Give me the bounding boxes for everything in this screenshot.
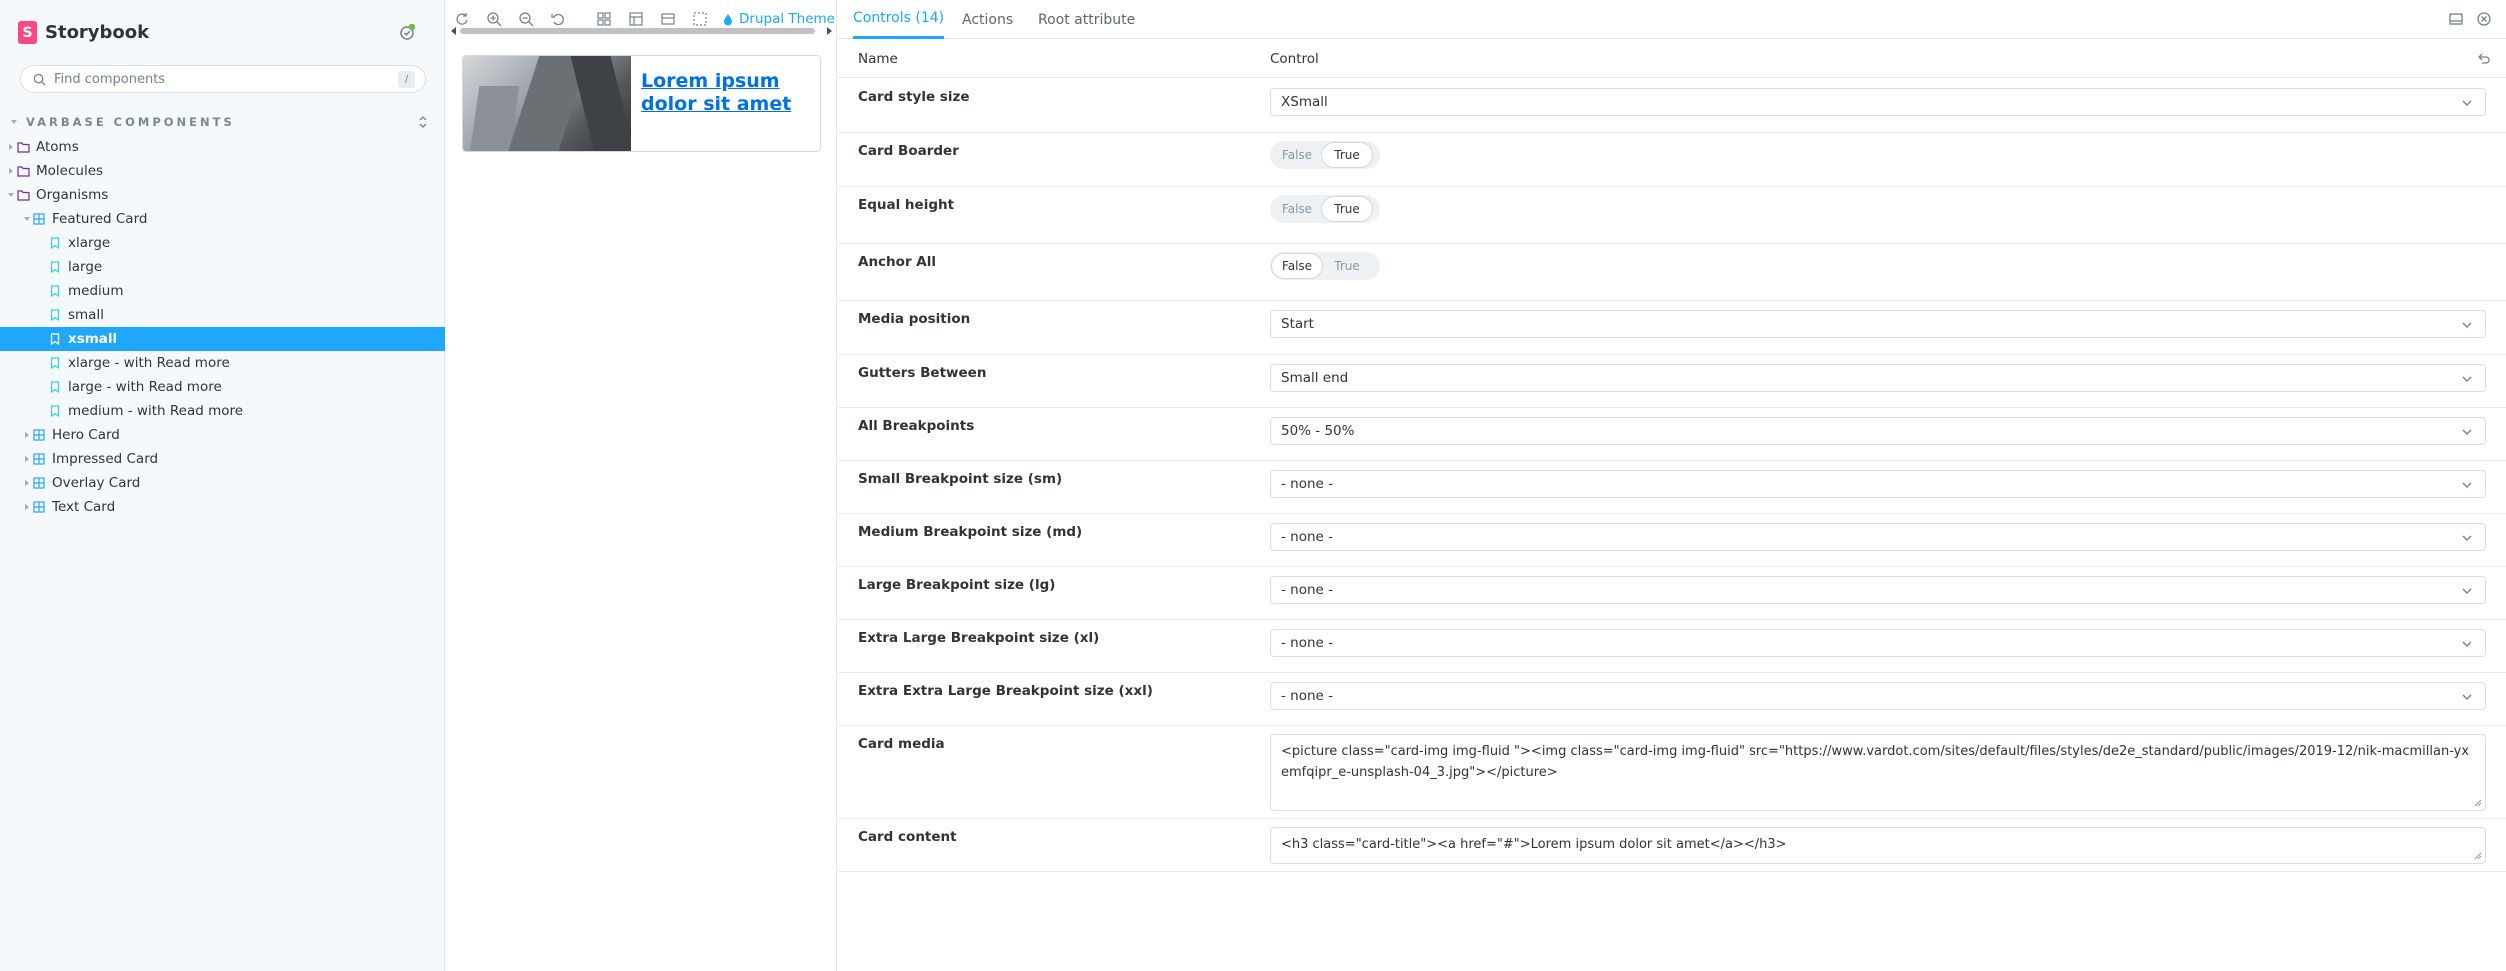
sidebar-item-featured-card[interactable] [0,207,445,231]
story-icon [48,332,62,346]
anchor-all-toggle[interactable] [1270,252,1380,280]
sidebar-item-xsmall[interactable] [0,327,445,351]
story-icon [48,356,62,370]
controls-header [838,40,2506,78]
control-label: Extra Large Breakpoint size (xl) [858,630,1100,646]
control-row-media-position [838,301,2506,355]
component-icon [32,212,46,226]
sidebar-item-organisms[interactable] [0,183,445,207]
story-icon [48,284,62,298]
zoom-reset-icon[interactable] [550,11,566,27]
control-label: Card content [858,829,957,845]
control-row-extra-large-breakpoint-size-xl [838,620,2506,673]
control-row-equal-height [838,187,2506,244]
chevron-down-icon [2461,373,2473,385]
textarea-value: <h3 class="card-title"><a href="#">Lorem ipsum dolor sit amet</a></h3> [1281,837,1787,852]
chevron-down-icon [2461,532,2473,544]
sidebar-item-medium[interactable] [0,279,445,303]
select-value: XSmall [1281,94,1328,110]
resize-grip-icon[interactable] [2474,799,2482,807]
story-icon [48,236,62,250]
chevron-down-icon [2461,426,2473,438]
story-icon [48,380,62,394]
tab-root-attribute[interactable]: Root attribute [1038,11,1136,28]
control-label: Media position [858,311,971,327]
all-breakpoints-select[interactable] [1270,417,2486,445]
section-label: VARBASE COMPONENTS [26,115,235,129]
component-icon [32,476,46,490]
sidebar-item-xlarge-with-read-more[interactable] [0,351,445,375]
sidebar-item-large-with-read-more[interactable] [0,375,445,399]
control-label: Anchor All [858,254,937,270]
select-value: - none - [1281,688,1334,704]
folder-icon [16,164,30,178]
toggle-true[interactable]: True [1322,197,1372,221]
preview-toolbar [446,0,837,38]
search-shortcut-key: / [398,71,415,88]
sidebar-item-label: Molecules [36,163,104,179]
chevron-down-icon [10,118,18,126]
chevron-right-icon [6,166,16,176]
sidebar-item-label: small [68,307,104,323]
preview-panel [446,0,837,971]
extra-large-breakpoint-size-xl-select[interactable] [1270,629,2486,657]
control-label: Large Breakpoint size (lg) [858,577,1056,593]
sidebar-item-label: medium [68,283,124,299]
large-breakpoint-size-lg-select[interactable] [1270,576,2486,604]
toggle-false[interactable]: False [1281,148,1313,162]
chevron-right-icon [22,478,32,488]
control-row-large-breakpoint-size-lg [838,567,2506,620]
search-input[interactable] [54,72,384,87]
sidebar-item-label: Text Card [52,499,116,515]
story-icon [48,260,62,274]
textarea-value: <picture class="card-img img-fluid "><img class="card-img img-fluid" src="https://www.vardot.com/sites/default/files/styles/de2e_standard/public/images/2019-12/nik-macmillan-yxemfqipr_e-unsplash-04_3.jpg"></picture> [1281,744,2470,780]
zoom-out-icon[interactable] [518,11,534,27]
chevron-right-icon [22,430,32,440]
sidebar-item-label: large - with Read more [68,379,222,395]
zoom-in-icon[interactable] [486,11,502,27]
folder-icon [16,188,30,202]
search-icon [33,73,46,86]
control-row-medium-breakpoint-size-md [838,514,2506,567]
chevron-down-icon [2461,319,2473,331]
select-value: - none - [1281,529,1334,545]
control-label: Medium Breakpoint size (md) [858,524,1083,540]
grid-icon[interactable] [596,11,612,27]
sidebar-item-label: Overlay Card [52,475,141,491]
settings-icon[interactable] [398,23,416,41]
folder-icon [16,140,30,154]
control-row-card-style-size [838,79,2506,133]
card-image [463,56,631,152]
sidebar-item-label: Organisms [36,187,109,203]
chevron-right-icon [6,142,16,152]
extra-extra-large-breakpoint-size-xxl-select[interactable] [1270,682,2486,710]
expand-all-icon[interactable] [416,115,430,129]
select-value: Small end [1281,370,1349,386]
control-label: All Breakpoints [858,418,975,434]
chevron-down-icon [6,190,16,200]
medium-breakpoint-size-md-select[interactable] [1270,523,2486,551]
sidebar-item-small[interactable] [0,303,445,327]
outline-icon[interactable] [692,11,708,27]
panel-layout-icon[interactable] [2448,11,2464,27]
sidebar-item-label: xlarge - with Read more [68,355,230,371]
sidebar-item-label: Featured Card [52,211,148,227]
component-tree [0,135,445,519]
resize-grip-icon[interactable] [2474,852,2482,860]
sidebar-item-atoms[interactable] [0,135,445,159]
toggle-true[interactable]: True [1322,143,1372,167]
component-icon [32,428,46,442]
chevron-down-icon [22,214,32,224]
chevron-down-icon [2461,638,2473,650]
tab-controls[interactable]: Controls (14) [853,0,944,39]
control-label: Card Boarder [858,143,959,159]
scroll-left-icon[interactable] [450,27,458,35]
control-label: Card media [858,736,945,752]
toggle-false[interactable]: False [1281,202,1313,216]
gutters-between-select[interactable] [1270,364,2486,392]
featured-card [462,55,821,152]
sidebar-item-overlay-card[interactable] [0,471,445,495]
brand[interactable] [18,21,149,44]
small-breakpoint-size-sm-select[interactable] [1270,470,2486,498]
toggle-false[interactable]: False [1272,254,1322,278]
sidebar-item-label: large [68,259,103,275]
reload-icon[interactable] [454,11,470,27]
horizontal-scrollbar[interactable] [460,28,815,34]
story-icon [48,308,62,322]
sidebar-item-label: medium - with Read more [68,403,244,419]
scroll-right-icon[interactable] [825,27,833,35]
control-label: Gutters Between [858,365,987,381]
select-value: 50% - 50% [1281,423,1355,439]
control-row-card-media [838,726,2506,819]
theme-tab-label: Drupal Theme [739,11,835,27]
viewport-icon[interactable] [660,11,676,27]
chevron-down-icon [2461,479,2473,491]
app-name: Storybook [45,22,150,43]
control-row-extra-extra-large-breakpoint-size-xxl [838,673,2506,726]
column-name: Name [858,51,898,67]
card-media-textarea[interactable] [1270,734,2486,811]
reset-controls-icon[interactable] [2477,52,2491,66]
chevron-down-icon [2461,97,2473,109]
select-value: - none - [1281,476,1334,492]
column-control: Control [1270,51,1319,67]
card-title-link[interactable]: Lorem ipsum dolor sit amet [641,70,792,115]
chevron-down-icon [2461,585,2473,597]
media-position-select[interactable] [1270,310,2486,338]
toggle-true[interactable]: True [1334,259,1360,273]
card-content-textarea[interactable] [1270,827,2486,864]
sidebar-item-impressed-card[interactable] [0,447,445,471]
search-box[interactable] [20,65,426,93]
droplet-icon [723,13,733,26]
sidebar-item-label: xlarge [68,235,111,251]
chevron-down-icon [2461,691,2473,703]
story-icon [48,404,62,418]
sidebar [0,0,445,971]
section-header[interactable] [10,113,430,131]
addons-panel [838,0,2506,971]
sidebar-item-label: Hero Card [52,427,120,443]
control-row-gutters-between [838,355,2506,408]
control-row-all-breakpoints [838,408,2506,461]
control-label: Small Breakpoint size (sm) [858,471,1063,487]
sidebar-item-label: Impressed Card [52,451,159,467]
component-icon [32,452,46,466]
control-row-small-breakpoint-size-sm [838,461,2506,514]
card-style-size-select[interactable] [1270,88,2486,116]
sidebar-item-label: Atoms [36,139,79,155]
sidebar-item-label: xsmall [68,331,118,347]
sidebar-item-text-card[interactable] [0,495,445,519]
control-label: Equal height [858,197,955,213]
sidebar-item-large[interactable] [0,255,445,279]
chevron-right-icon [22,502,32,512]
component-icon [32,500,46,514]
addons-tabs [838,0,2506,39]
select-value: - none - [1281,582,1334,598]
equal-height-toggle[interactable] [1270,195,1380,223]
control-label: Card style size [858,89,970,105]
select-value: Start [1281,316,1314,332]
sidebar-item-molecules[interactable] [0,159,445,183]
control-row-anchor-all [838,244,2506,301]
control-label: Extra Extra Large Breakpoint size (xxl) [858,683,1153,699]
chevron-right-icon [22,454,32,464]
sidebar-item-medium-with-read-more[interactable] [0,399,445,423]
card-boarder-toggle[interactable] [1270,141,1380,169]
background-icon[interactable] [628,11,644,27]
control-row-card-boarder [838,133,2506,187]
sidebar-item-xlarge[interactable] [0,231,445,255]
select-value: - none - [1281,635,1334,651]
control-row-card-content [838,819,2506,872]
storybook-logo-icon: S [18,21,37,44]
close-panel-icon[interactable] [2476,11,2492,27]
tab-actions[interactable]: Actions [962,11,1014,28]
sidebar-item-hero-card[interactable] [0,423,445,447]
